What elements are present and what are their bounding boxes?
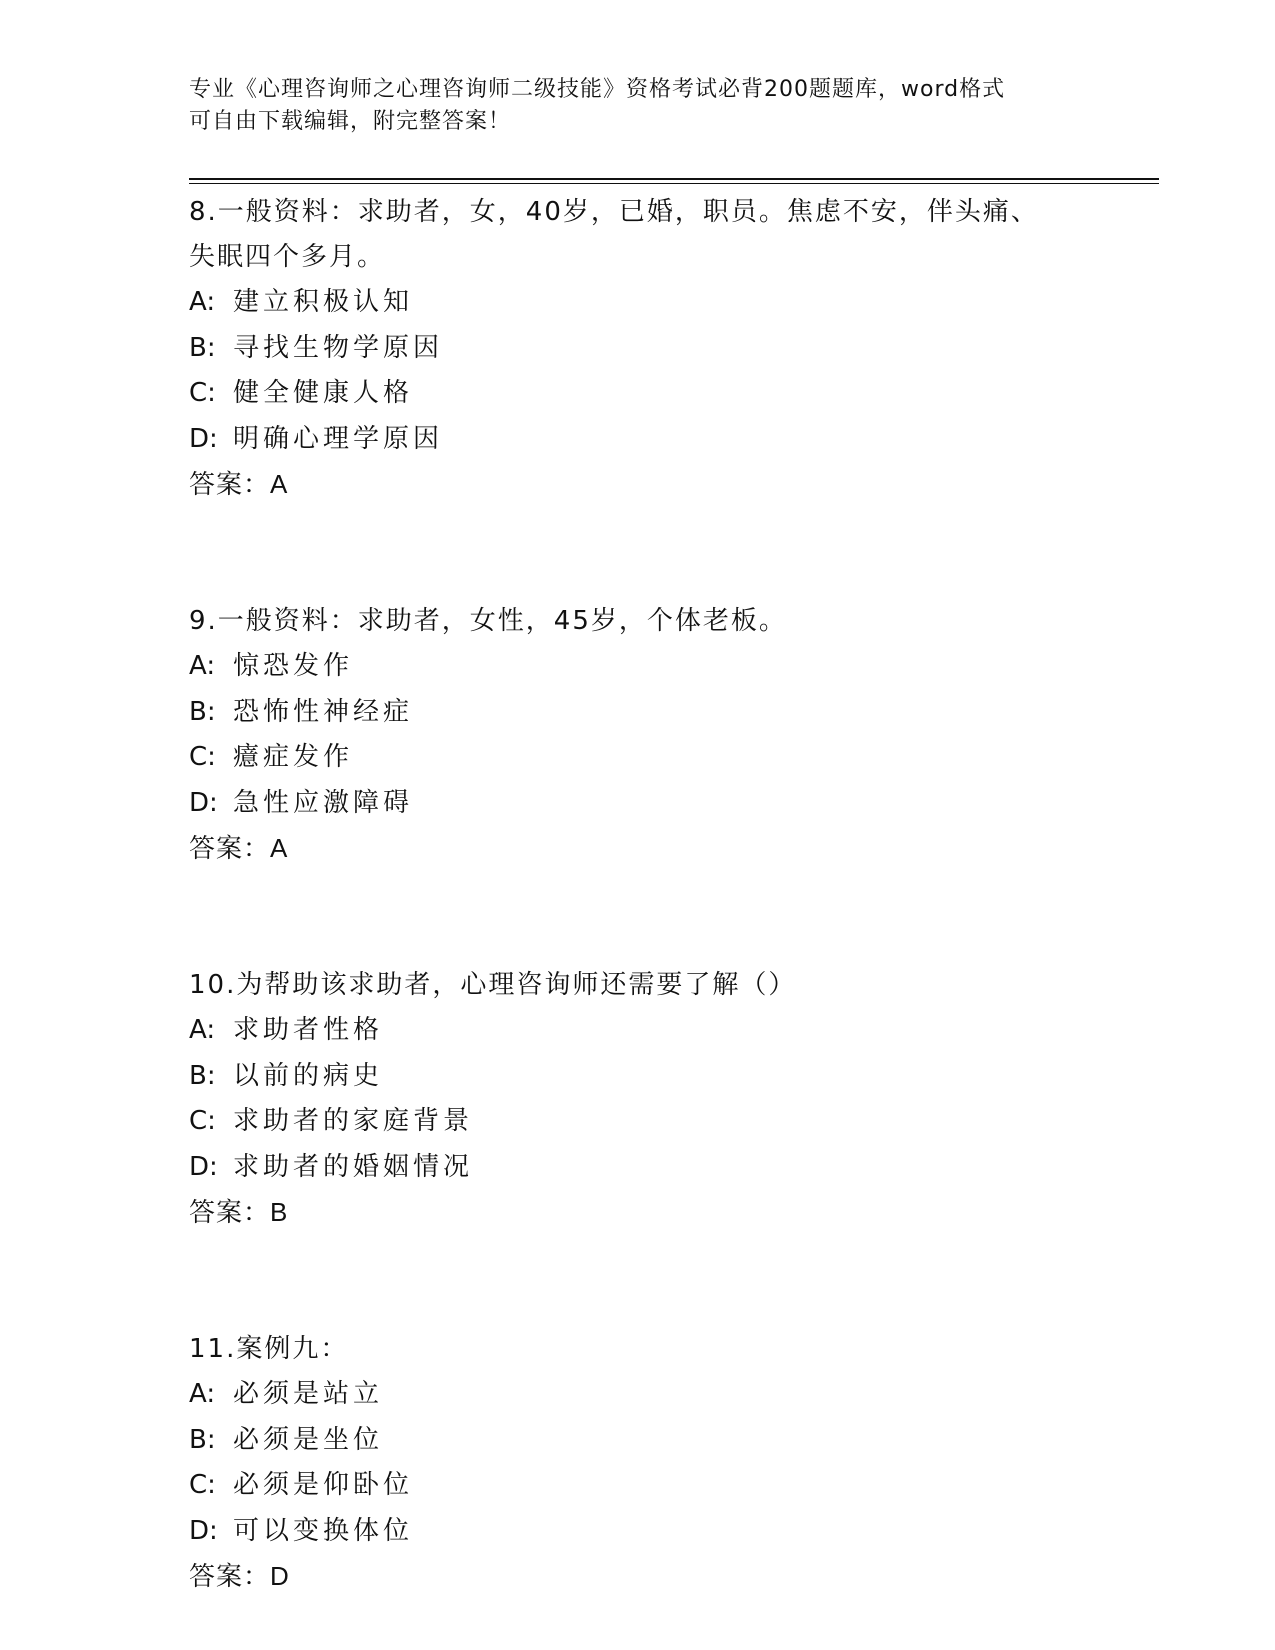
option-text: 求助者的婚姻情况: [233, 1151, 474, 1182]
option-d: [189, 781, 1189, 827]
option-letter: A:: [189, 287, 216, 317]
option-letter: B:: [189, 332, 216, 363]
option-c: [189, 1099, 1189, 1145]
option-a: [189, 644, 1189, 690]
question-spacer: [189, 1235, 1189, 1327]
answer-line: 答案：D: [189, 1561, 290, 1591]
question-list: [189, 190, 1189, 1599]
document-header: [189, 74, 1089, 138]
option-c: [189, 1463, 1189, 1509]
option-text: 惊恐发作: [233, 651, 354, 681]
option-letter: A:: [189, 651, 216, 681]
option-text: 癔症发作: [233, 742, 354, 772]
option-b: [189, 1418, 1189, 1464]
option-a: [189, 1372, 1189, 1418]
option-b: [189, 326, 1189, 372]
option-b: [189, 1054, 1189, 1100]
option-text: 可以变换体位: [233, 1515, 414, 1546]
question-stem: 10.为帮助该求助者，心理咨询师还需要了解（）: [189, 970, 797, 1000]
option-letter: B:: [189, 696, 216, 727]
option-letter: C:: [189, 1106, 216, 1136]
option-a: [189, 280, 1189, 326]
question-9: [189, 599, 1189, 871]
question-stem: 8.一般资料：求助者，女，40岁，已婚，职员。焦虑不安，伴头痛、: [189, 197, 1039, 227]
answer-line: 答案：B: [189, 1197, 289, 1227]
answer-line: 答案：A: [189, 833, 289, 863]
option-letter: C:: [189, 1470, 216, 1500]
option-letter: D:: [189, 1515, 218, 1546]
option-text: 恐怖性神经症: [233, 696, 414, 727]
option-letter: D:: [189, 1151, 218, 1182]
option-d: [189, 1145, 1189, 1191]
option-text: 建立积极认知: [233, 287, 414, 317]
question-11: [189, 1327, 1189, 1599]
option-c: [189, 371, 1189, 417]
question-8: [189, 190, 1189, 507]
option-letter: C:: [189, 742, 216, 772]
question-stem: 11.案例九：: [189, 1334, 349, 1364]
option-text: 必须是仰卧位: [233, 1470, 414, 1500]
option-text: 必须是坐位: [233, 1424, 384, 1455]
question-stem: 9.一般资料：求助者，女性，45岁，个体老板。: [189, 606, 787, 636]
header-title-line-1: 专业《心理咨询师之心理咨询师二级技能》资格考试必背200题题库，word格式: [189, 77, 1006, 102]
option-text: 必须是站立: [233, 1379, 384, 1409]
option-d: [189, 1509, 1189, 1555]
option-text: 健全健康人格: [233, 378, 414, 408]
option-letter: A:: [189, 1015, 216, 1045]
option-text: 求助者性格: [233, 1015, 384, 1045]
question-spacer: [189, 507, 1189, 599]
option-d: [189, 417, 1189, 463]
option-text: 明确心理学原因: [233, 423, 444, 454]
option-text: 寻找生物学原因: [233, 332, 444, 363]
question-spacer: [189, 871, 1189, 963]
option-text: 急性应激障碍: [233, 787, 414, 818]
header-title-line-2: 可自由下载编辑，附完整答案！: [189, 109, 512, 134]
question-10: [189, 963, 1189, 1235]
option-letter: A:: [189, 1379, 216, 1409]
header-rule-thin: [189, 183, 1159, 184]
option-text: 以前的病史: [233, 1060, 384, 1091]
option-c: [189, 735, 1189, 781]
option-letter: D:: [189, 423, 218, 454]
option-letter: C:: [189, 378, 216, 408]
option-letter: D:: [189, 787, 218, 818]
option-b: [189, 690, 1189, 736]
header-rule-thick: [189, 178, 1159, 180]
option-letter: B:: [189, 1060, 216, 1091]
question-stem-continued: 失眠四个多月。: [189, 242, 386, 272]
option-letter: B:: [189, 1424, 216, 1455]
option-a: [189, 1008, 1189, 1054]
option-text: 求助者的家庭背景: [233, 1106, 474, 1136]
answer-line: 答案：A: [189, 469, 289, 499]
